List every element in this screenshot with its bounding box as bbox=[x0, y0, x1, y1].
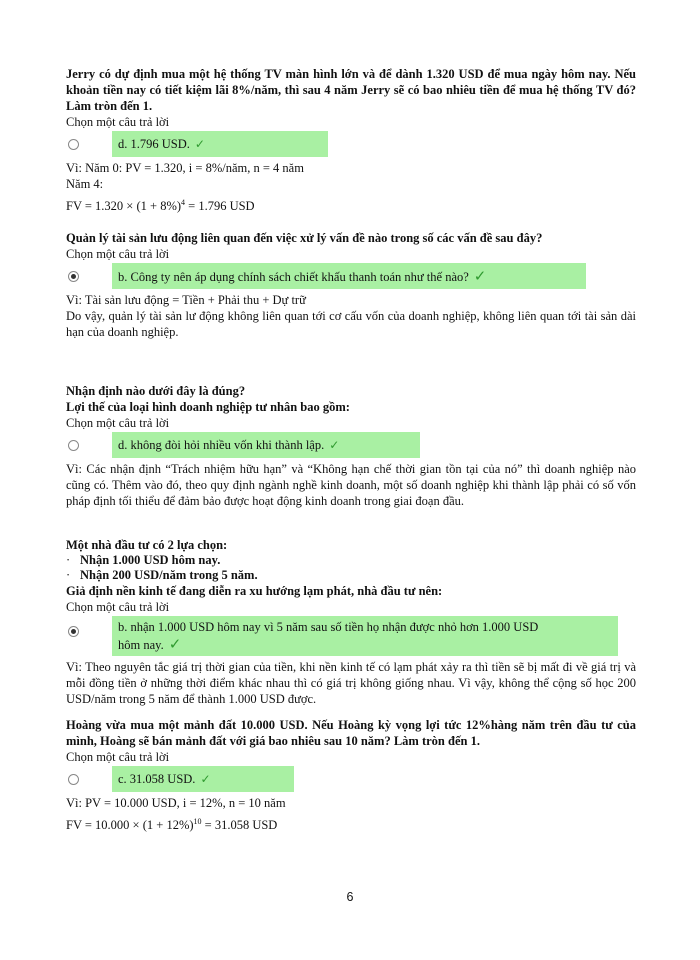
radio-button-selected[interactable] bbox=[68, 271, 79, 282]
formula-base: FV = 1.320 × (1 + 8%) bbox=[66, 199, 182, 214]
selected-answer[interactable] bbox=[112, 131, 328, 157]
answer-text: b. nhận 1.000 USD hôm nay vì 5 năm sau số tiền họ nhận được nhỏ hơn 1.000 USD bbox=[118, 620, 539, 634]
answer-text: d. 1.796 USD. bbox=[118, 137, 190, 151]
question-text: Jerry có dự định mua một hệ thống TV màn hình lớn và để dành 1.320 USD để mua ngày hôm nay. Nếu khoản tiền nay có tiết kiệm lãi 8%/năm, thì sau 4 năm Jerry sẽ có bao nhiêu tiền để mua hệ thống TV đó? Làm tròn đến 1. bbox=[66, 67, 636, 113]
bullet-text: Nhận 200 USD/năm trong 5 năm. bbox=[80, 568, 258, 582]
formula-base: FV = 10.000 × (1 + 12%) bbox=[66, 818, 194, 833]
bullet-text: Nhận 1.000 USD hôm nay. bbox=[80, 553, 221, 567]
radio-button[interactable] bbox=[68, 139, 79, 150]
answer-prompt: Chọn một câu trả lời bbox=[66, 247, 170, 261]
radio-button[interactable] bbox=[68, 774, 79, 785]
explanation-line: Năm 4: bbox=[66, 177, 104, 191]
question-text: Giả định nền kinh tế đang diễn ra xu hướng lạm phát, nhà đầu tư nên: bbox=[66, 584, 443, 598]
question-2 bbox=[66, 230, 636, 340]
explanation-line: Do vậy, quản lý tài sản lư động không liên quan tới cơ cấu vốn của doanh nghiệp, không liên quan tới tài sản dài hạn của doanh nghiệp. bbox=[66, 309, 636, 339]
formula-exponent: 10 bbox=[193, 817, 202, 826]
explanation: Vì: Các nhận định “Trách nhiệm hữu hạn” và “Không hạn chế thời gian tồn tại của nó” thì doanh nghiệp nào cũng có. Thêm vào đó, theo quy định ngành nghề kinh doanh, một số doanh nghiệp khi thành lập phải có số vốn pháp định tối thiểu để đảm bảo được hoạt động kinh doanh trong giai đoạn đầu. bbox=[66, 462, 636, 508]
answer-row bbox=[66, 616, 636, 656]
question-text: Hoàng vừa mua một mảnh đất 10.000 USD. Nếu Hoàng kỳ vọng lợi tức 12%hàng năm trên đầu tư của mình, Hoàng sẽ bán mảnh đất với giá bao nhiêu sau 10 năm? Làm tròn đến 1. bbox=[66, 718, 636, 748]
question-text bbox=[66, 383, 636, 415]
answer-row bbox=[66, 432, 636, 458]
radio-button[interactable] bbox=[68, 440, 79, 451]
option-bullet: · Nhận 1.000 USD hôm nay. bbox=[66, 553, 221, 567]
checkmark-icon: ✓ bbox=[194, 137, 205, 151]
formula-result: = 31.058 USD bbox=[201, 818, 278, 833]
question-3 bbox=[66, 383, 636, 509]
checkmark-icon: ✓ bbox=[473, 267, 487, 285]
answer-text: d. không đòi hỏi nhiều vốn khi thành lập. bbox=[118, 438, 325, 452]
selected-answer[interactable] bbox=[112, 616, 618, 656]
checkmark-icon: ✓ bbox=[168, 635, 182, 653]
explanation-line: Vì: Năm 0: PV = 1.320, i = 8%/năm, n = 4 năm bbox=[66, 161, 304, 175]
question-5 bbox=[66, 717, 636, 833]
question-4 bbox=[66, 537, 636, 707]
answer-prompt: Chọn một câu trả lời bbox=[66, 750, 170, 764]
selected-answer[interactable] bbox=[112, 766, 294, 792]
answer-prompt: Chọn một câu trả lời bbox=[66, 600, 170, 614]
explanation: Vì: PV = 10.000 USD, i = 12%, n = 10 năm bbox=[66, 796, 286, 810]
explanation bbox=[66, 292, 636, 340]
checkmark-icon: ✓ bbox=[200, 772, 211, 786]
radio-button-selected[interactable] bbox=[68, 626, 79, 637]
page-number: 6 bbox=[346, 890, 354, 904]
explanation: Vì: Theo nguyên tắc giá trị thời gian của tiền, khi nền kinh tế có lạm phát xảy ra thì tiền sẽ bị mất đi về giá trị và mỗi đồng tiền ở những thời điểm khác nhau thì có giá trị không giống nhau. Vì vậy, không thể cộng số học 200 USD/năm trong 5 năm để thành 1.000 USD được. bbox=[66, 660, 636, 706]
formula bbox=[66, 814, 636, 833]
formula bbox=[66, 195, 636, 214]
answer-row bbox=[66, 766, 636, 792]
formula-result: = 1.796 USD bbox=[185, 199, 255, 214]
question-line: Lợi thế của loại hình doanh nghiệp tư nhân bao gồm: bbox=[66, 400, 350, 414]
question-text: Quản lý tài sản lưu động liên quan đến việc xử lý vấn đề nào trong số các vấn đề sau đây? bbox=[66, 231, 543, 245]
explanation-line: Vì: Tài sản lưu động = Tiền + Phải thu + Dự trữ bbox=[66, 293, 306, 307]
answer-row bbox=[66, 131, 636, 157]
selected-answer[interactable] bbox=[112, 432, 420, 458]
question-text: Một nhà đầu tư có 2 lựa chọn: bbox=[66, 538, 228, 552]
answer-text: c. 31.058 USD. bbox=[118, 772, 196, 786]
answer-text: hôm nay. bbox=[118, 638, 164, 652]
answer-row bbox=[66, 263, 636, 289]
answer-prompt: Chọn một câu trả lời bbox=[66, 115, 170, 129]
answer-text: b. Công ty nên áp dụng chính sách chiết khấu thanh toán như thế nào? bbox=[118, 270, 469, 284]
answer-prompt: Chọn một câu trả lời bbox=[66, 416, 170, 430]
selected-answer[interactable] bbox=[112, 263, 586, 289]
formula-exponent: 4 bbox=[181, 198, 186, 207]
checkmark-icon: ✓ bbox=[329, 438, 340, 452]
option-bullet: · Nhận 200 USD/năm trong 5 năm. bbox=[66, 568, 258, 582]
explanation bbox=[66, 160, 636, 192]
question-line: Nhận định nào dưới đây là đúng? bbox=[66, 384, 246, 398]
question-1 bbox=[66, 66, 636, 214]
